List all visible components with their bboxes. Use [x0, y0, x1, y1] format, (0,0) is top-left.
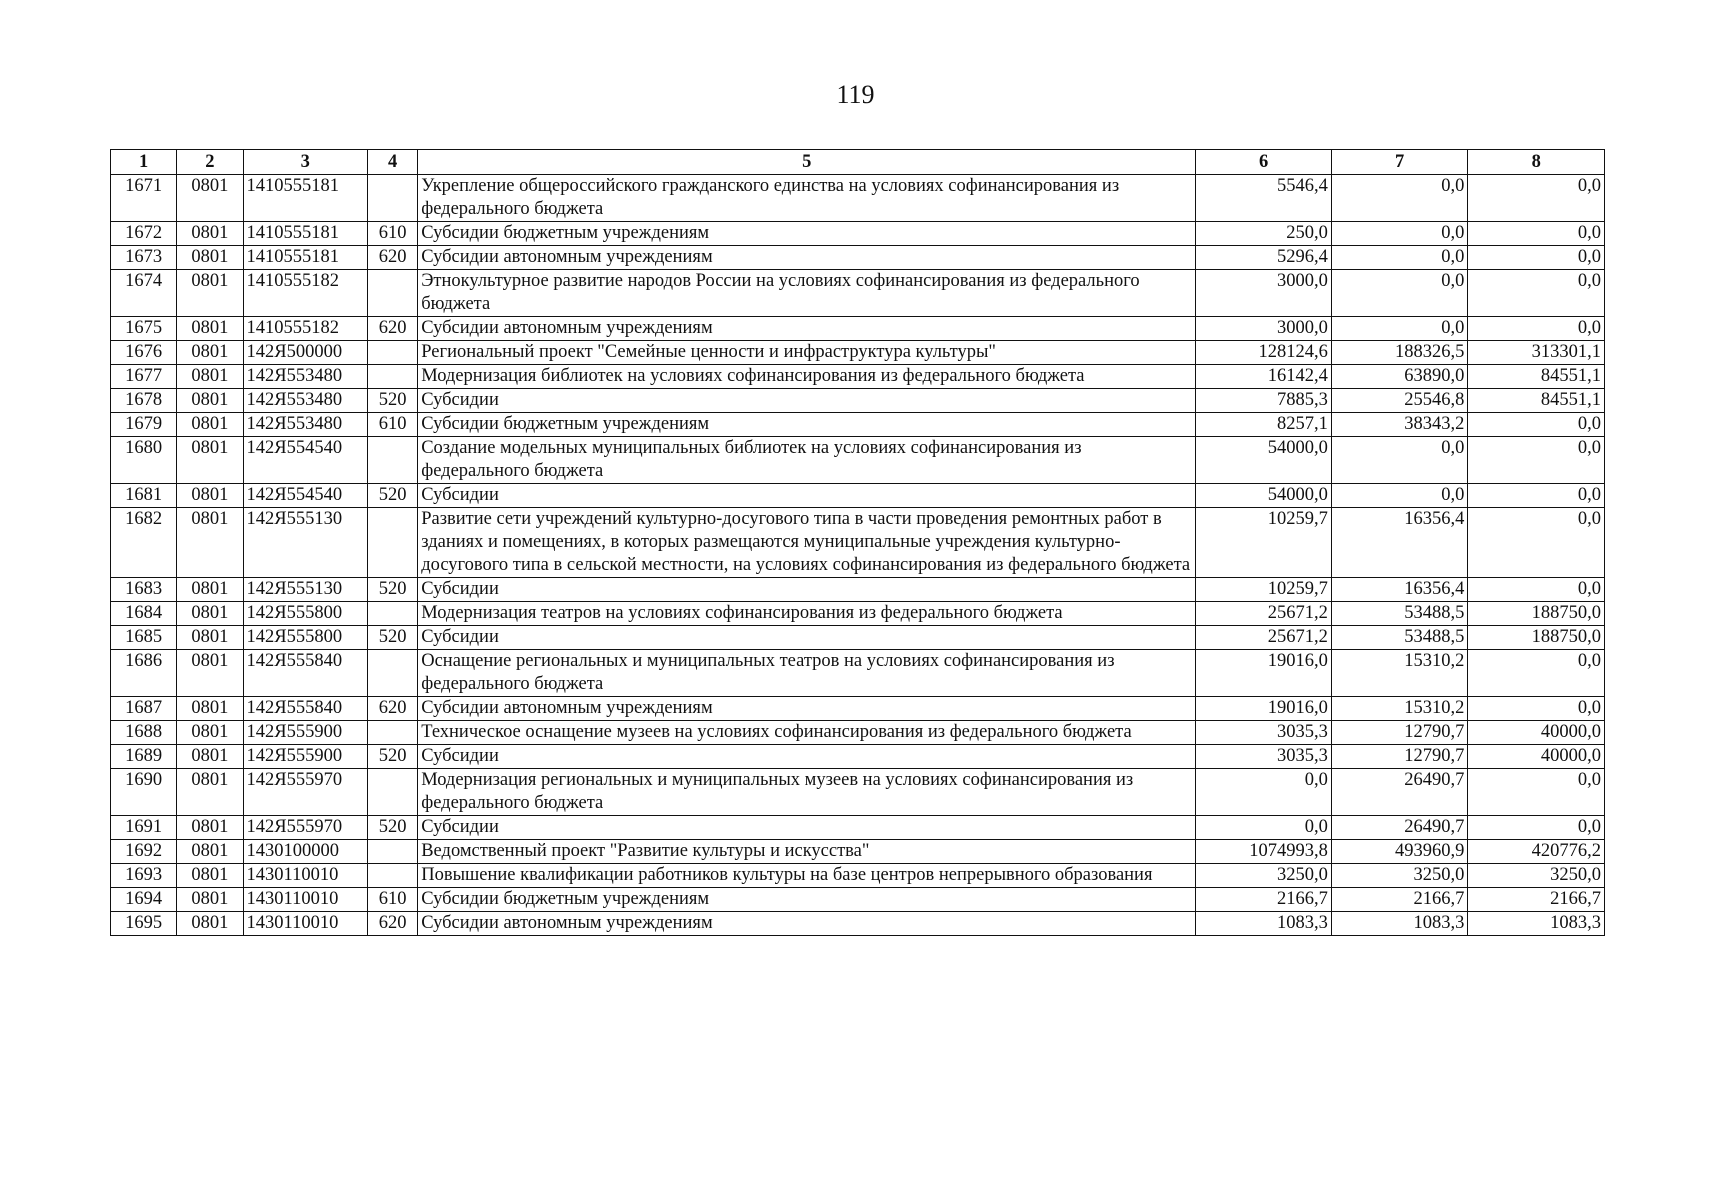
expense-type-cell: 620 — [368, 697, 418, 721]
table-row — [111, 222, 1605, 246]
item-name-cell: Повышение квалификации работников культуры на базе центров непрерывного образования — [418, 864, 1196, 888]
amount-col8-cell: 420776,2 — [1468, 840, 1605, 864]
target-code-cell: 142Я555130 — [243, 508, 368, 578]
item-name-cell: Развитие сети учреждений культурно-досугового типа в части проведения ремонтных работ в зданиях и помещениях, в которых размещаются муниципальные учреждения культурно-досугового типа в сельской местности, на условиях софинансирования из федерального бюджета — [418, 508, 1196, 578]
item-name-cell: Субсидии автономным учреждениям — [418, 317, 1196, 341]
section-code-cell: 0801 — [177, 697, 243, 721]
amount-col8-cell: 0,0 — [1468, 697, 1605, 721]
amount-col6-cell: 54000,0 — [1196, 437, 1332, 484]
item-name-cell: Субсидии бюджетным учреждениям — [418, 222, 1196, 246]
row-number-cell: 1689 — [111, 745, 177, 769]
target-code-cell: 1410555182 — [243, 317, 368, 341]
column-header-2: 2 — [177, 150, 243, 175]
amount-col7-cell: 3250,0 — [1331, 864, 1468, 888]
target-code-cell: 142Я555970 — [243, 769, 368, 816]
expense-type-cell: 620 — [368, 317, 418, 341]
row-number-cell: 1683 — [111, 578, 177, 602]
amount-col8-cell: 0,0 — [1468, 816, 1605, 840]
section-code-cell: 0801 — [177, 626, 243, 650]
section-code-cell: 0801 — [177, 484, 243, 508]
amount-col6-cell: 3250,0 — [1196, 864, 1332, 888]
amount-col7-cell: 1083,3 — [1331, 912, 1468, 936]
table-row — [111, 888, 1605, 912]
amount-col7-cell: 0,0 — [1331, 484, 1468, 508]
item-name-cell: Создание модельных муниципальных библиотек на условиях софинансирования из федерального бюджета — [418, 437, 1196, 484]
row-number-cell: 1673 — [111, 246, 177, 270]
row-number-cell: 1676 — [111, 341, 177, 365]
amount-col8-cell: 188750,0 — [1468, 626, 1605, 650]
table-row — [111, 270, 1605, 317]
amount-col7-cell: 16356,4 — [1331, 508, 1468, 578]
amount-col7-cell: 26490,7 — [1331, 816, 1468, 840]
row-number-cell: 1691 — [111, 816, 177, 840]
amount-col8-cell: 3250,0 — [1468, 864, 1605, 888]
expense-type-cell: 620 — [368, 246, 418, 270]
header-row — [111, 150, 1605, 175]
item-name-cell: Модернизация библиотек на условиях софинансирования из федерального бюджета — [418, 365, 1196, 389]
expense-type-cell: 610 — [368, 222, 418, 246]
item-name-cell: Модернизация театров на условиях софинансирования из федерального бюджета — [418, 602, 1196, 626]
amount-col6-cell: 25671,2 — [1196, 626, 1332, 650]
item-name-cell: Субсидии — [418, 578, 1196, 602]
item-name-cell: Модернизация региональных и муниципальных музеев на условиях софинансирования из федерального бюджета — [418, 769, 1196, 816]
item-name-cell: Субсидии автономным учреждениям — [418, 697, 1196, 721]
section-code-cell: 0801 — [177, 175, 243, 222]
section-code-cell: 0801 — [177, 508, 243, 578]
table-row — [111, 626, 1605, 650]
item-name-cell: Ведомственный проект "Развитие культуры и искусства" — [418, 840, 1196, 864]
section-code-cell: 0801 — [177, 816, 243, 840]
column-header-8: 8 — [1468, 150, 1605, 175]
amount-col8-cell: 0,0 — [1468, 508, 1605, 578]
table-row — [111, 721, 1605, 745]
section-code-cell: 0801 — [177, 912, 243, 936]
row-number-cell: 1688 — [111, 721, 177, 745]
item-name-cell: Субсидии автономным учреждениям — [418, 912, 1196, 936]
row-number-cell: 1674 — [111, 270, 177, 317]
item-name-cell: Субсидии — [418, 484, 1196, 508]
expense-type-cell: 610 — [368, 888, 418, 912]
section-code-cell: 0801 — [177, 721, 243, 745]
row-number-cell: 1685 — [111, 626, 177, 650]
target-code-cell: 142Я554540 — [243, 484, 368, 508]
expense-type-cell: 520 — [368, 578, 418, 602]
expense-type-cell — [368, 508, 418, 578]
target-code-cell: 142Я555840 — [243, 650, 368, 697]
row-number-cell: 1687 — [111, 697, 177, 721]
amount-col6-cell: 1083,3 — [1196, 912, 1332, 936]
row-number-cell: 1686 — [111, 650, 177, 697]
item-name-cell: Оснащение региональных и муниципальных театров на условиях софинансирования из федерального бюджета — [418, 650, 1196, 697]
amount-col6-cell: 0,0 — [1196, 769, 1332, 816]
expense-type-cell — [368, 840, 418, 864]
expense-type-cell — [368, 721, 418, 745]
item-name-cell: Укрепление общероссийского гражданского единства на условиях софинансирования из федерального бюджета — [418, 175, 1196, 222]
row-number-cell: 1692 — [111, 840, 177, 864]
amount-col8-cell: 84551,1 — [1468, 389, 1605, 413]
row-number-cell: 1672 — [111, 222, 177, 246]
expense-type-cell: 520 — [368, 389, 418, 413]
amount-col6-cell: 16142,4 — [1196, 365, 1332, 389]
target-code-cell: 1410555181 — [243, 246, 368, 270]
page-number: 119 — [836, 80, 875, 109]
target-code-cell: 142Я500000 — [243, 341, 368, 365]
section-code-cell: 0801 — [177, 650, 243, 697]
table-row — [111, 864, 1605, 888]
row-number-cell: 1684 — [111, 602, 177, 626]
target-code-cell: 142Я555840 — [243, 697, 368, 721]
amount-col8-cell: 0,0 — [1468, 270, 1605, 317]
amount-col7-cell: 53488,5 — [1331, 626, 1468, 650]
amount-col7-cell: 0,0 — [1331, 437, 1468, 484]
target-code-cell: 1410555181 — [243, 175, 368, 222]
row-number-cell: 1695 — [111, 912, 177, 936]
amount-col8-cell: 0,0 — [1468, 484, 1605, 508]
column-header-4: 4 — [368, 150, 418, 175]
row-number-cell: 1675 — [111, 317, 177, 341]
expense-type-cell — [368, 602, 418, 626]
amount-col6-cell: 5546,4 — [1196, 175, 1332, 222]
table-row — [111, 413, 1605, 437]
row-number-cell: 1678 — [111, 389, 177, 413]
table-row — [111, 697, 1605, 721]
item-name-cell: Субсидии — [418, 816, 1196, 840]
table-row — [111, 389, 1605, 413]
item-name-cell: Субсидии — [418, 745, 1196, 769]
amount-col6-cell: 3000,0 — [1196, 317, 1332, 341]
section-code-cell: 0801 — [177, 365, 243, 389]
section-code-cell: 0801 — [177, 341, 243, 365]
section-code-cell: 0801 — [177, 246, 243, 270]
expense-type-cell — [368, 650, 418, 697]
item-name-cell: Субсидии бюджетным учреждениям — [418, 413, 1196, 437]
amount-col6-cell: 3035,3 — [1196, 745, 1332, 769]
section-code-cell: 0801 — [177, 888, 243, 912]
amount-col7-cell: 0,0 — [1331, 317, 1468, 341]
row-number-cell: 1690 — [111, 769, 177, 816]
section-code-cell: 0801 — [177, 317, 243, 341]
amount-col8-cell: 313301,1 — [1468, 341, 1605, 365]
row-number-cell: 1693 — [111, 864, 177, 888]
table-row — [111, 246, 1605, 270]
amount-col6-cell: 2166,7 — [1196, 888, 1332, 912]
amount-col7-cell: 0,0 — [1331, 175, 1468, 222]
table-row — [111, 578, 1605, 602]
target-code-cell: 1410555182 — [243, 270, 368, 317]
section-code-cell: 0801 — [177, 578, 243, 602]
row-number-cell: 1680 — [111, 437, 177, 484]
amount-col6-cell: 54000,0 — [1196, 484, 1332, 508]
amount-col6-cell: 3035,3 — [1196, 721, 1332, 745]
target-code-cell: 142Я553480 — [243, 413, 368, 437]
amount-col7-cell: 15310,2 — [1331, 697, 1468, 721]
budget-table — [110, 149, 1605, 936]
table-row — [111, 602, 1605, 626]
section-code-cell: 0801 — [177, 769, 243, 816]
amount-col7-cell: 63890,0 — [1331, 365, 1468, 389]
section-code-cell: 0801 — [177, 222, 243, 246]
target-code-cell: 142Я555130 — [243, 578, 368, 602]
amount-col8-cell: 0,0 — [1468, 246, 1605, 270]
table-row — [111, 365, 1605, 389]
amount-col8-cell: 188750,0 — [1468, 602, 1605, 626]
amount-col8-cell: 40000,0 — [1468, 721, 1605, 745]
amount-col8-cell: 84551,1 — [1468, 365, 1605, 389]
amount-col8-cell: 1083,3 — [1468, 912, 1605, 936]
target-code-cell: 142Я555900 — [243, 745, 368, 769]
row-number-cell: 1694 — [111, 888, 177, 912]
row-number-cell: 1679 — [111, 413, 177, 437]
expense-type-cell: 520 — [368, 745, 418, 769]
item-name-cell: Субсидии автономным учреждениям — [418, 246, 1196, 270]
amount-col7-cell: 0,0 — [1331, 246, 1468, 270]
target-code-cell: 142Я553480 — [243, 365, 368, 389]
amount-col8-cell: 40000,0 — [1468, 745, 1605, 769]
section-code-cell: 0801 — [177, 389, 243, 413]
expense-type-cell — [368, 365, 418, 389]
table-row — [111, 341, 1605, 365]
table-row — [111, 650, 1605, 697]
expense-type-cell: 520 — [368, 626, 418, 650]
column-header-6: 6 — [1196, 150, 1332, 175]
amount-col6-cell: 25671,2 — [1196, 602, 1332, 626]
expense-type-cell — [368, 437, 418, 484]
target-code-cell: 142Я555800 — [243, 602, 368, 626]
amount-col6-cell: 19016,0 — [1196, 697, 1332, 721]
amount-col7-cell: 38343,2 — [1331, 413, 1468, 437]
section-code-cell: 0801 — [177, 745, 243, 769]
amount-col7-cell: 0,0 — [1331, 270, 1468, 317]
amount-col8-cell: 0,0 — [1468, 222, 1605, 246]
expense-type-cell: 520 — [368, 484, 418, 508]
expense-type-cell — [368, 270, 418, 317]
table-row — [111, 840, 1605, 864]
column-header-1: 1 — [111, 150, 177, 175]
row-number-cell: 1682 — [111, 508, 177, 578]
column-header-3: 3 — [243, 150, 368, 175]
amount-col8-cell: 0,0 — [1468, 769, 1605, 816]
column-header-5: 5 — [418, 150, 1196, 175]
target-code-cell: 1410555181 — [243, 222, 368, 246]
expense-type-cell — [368, 864, 418, 888]
expense-type-cell — [368, 769, 418, 816]
amount-col7-cell: 15310,2 — [1331, 650, 1468, 697]
expense-type-cell — [368, 175, 418, 222]
amount-col8-cell: 2166,7 — [1468, 888, 1605, 912]
amount-col8-cell: 0,0 — [1468, 317, 1605, 341]
expense-type-cell: 520 — [368, 816, 418, 840]
target-code-cell: 1430110010 — [243, 864, 368, 888]
amount-col6-cell: 8257,1 — [1196, 413, 1332, 437]
target-code-cell: 142Я555800 — [243, 626, 368, 650]
amount-col8-cell: 0,0 — [1468, 413, 1605, 437]
amount-col7-cell: 0,0 — [1331, 222, 1468, 246]
amount-col7-cell: 493960,9 — [1331, 840, 1468, 864]
amount-col7-cell: 16356,4 — [1331, 578, 1468, 602]
amount-col7-cell: 26490,7 — [1331, 769, 1468, 816]
amount-col7-cell: 12790,7 — [1331, 721, 1468, 745]
column-header-7: 7 — [1331, 150, 1468, 175]
target-code-cell: 1430110010 — [243, 912, 368, 936]
table-row — [111, 816, 1605, 840]
amount-col7-cell: 53488,5 — [1331, 602, 1468, 626]
table-row — [111, 745, 1605, 769]
amount-col6-cell: 3000,0 — [1196, 270, 1332, 317]
amount-col8-cell: 0,0 — [1468, 175, 1605, 222]
item-name-cell: Этнокультурное развитие народов России на условиях софинансирования из федерального бюджета — [418, 270, 1196, 317]
table-row — [111, 508, 1605, 578]
table-row — [111, 317, 1605, 341]
section-code-cell: 0801 — [177, 864, 243, 888]
row-number-cell: 1671 — [111, 175, 177, 222]
target-code-cell: 142Я555900 — [243, 721, 368, 745]
table-row — [111, 175, 1605, 222]
amount-col6-cell: 128124,6 — [1196, 341, 1332, 365]
amount-col7-cell: 25546,8 — [1331, 389, 1468, 413]
amount-col6-cell: 19016,0 — [1196, 650, 1332, 697]
item-name-cell: Региональный проект "Семейные ценности и инфраструктура культуры" — [418, 341, 1196, 365]
amount-col6-cell: 7885,3 — [1196, 389, 1332, 413]
expense-type-cell — [368, 341, 418, 365]
item-name-cell: Техническое оснащение музеев на условиях софинансирования из федерального бюджета — [418, 721, 1196, 745]
expense-type-cell: 610 — [368, 413, 418, 437]
target-code-cell: 142Я555970 — [243, 816, 368, 840]
target-code-cell: 1430110010 — [243, 888, 368, 912]
amount-col6-cell: 5296,4 — [1196, 246, 1332, 270]
table-row — [111, 484, 1605, 508]
row-number-cell: 1681 — [111, 484, 177, 508]
amount-col8-cell: 0,0 — [1468, 437, 1605, 484]
section-code-cell: 0801 — [177, 270, 243, 317]
item-name-cell: Субсидии — [418, 389, 1196, 413]
target-code-cell: 142Я553480 — [243, 389, 368, 413]
section-code-cell: 0801 — [177, 840, 243, 864]
section-code-cell: 0801 — [177, 602, 243, 626]
target-code-cell: 142Я554540 — [243, 437, 368, 484]
item-name-cell: Субсидии бюджетным учреждениям — [418, 888, 1196, 912]
amount-col8-cell: 0,0 — [1468, 578, 1605, 602]
amount-col6-cell: 1074993,8 — [1196, 840, 1332, 864]
amount-col8-cell: 0,0 — [1468, 650, 1605, 697]
amount-col7-cell: 2166,7 — [1331, 888, 1468, 912]
amount-col6-cell: 10259,7 — [1196, 508, 1332, 578]
amount-col7-cell: 188326,5 — [1331, 341, 1468, 365]
amount-col6-cell: 250,0 — [1196, 222, 1332, 246]
target-code-cell: 1430100000 — [243, 840, 368, 864]
table-row — [111, 437, 1605, 484]
amount-col6-cell: 0,0 — [1196, 816, 1332, 840]
item-name-cell: Субсидии — [418, 626, 1196, 650]
section-code-cell: 0801 — [177, 437, 243, 484]
table-body — [111, 175, 1605, 936]
amount-col6-cell: 10259,7 — [1196, 578, 1332, 602]
table-row — [111, 769, 1605, 816]
amount-col7-cell: 12790,7 — [1331, 745, 1468, 769]
expense-type-cell: 620 — [368, 912, 418, 936]
row-number-cell: 1677 — [111, 365, 177, 389]
table-row — [111, 912, 1605, 936]
section-code-cell: 0801 — [177, 413, 243, 437]
